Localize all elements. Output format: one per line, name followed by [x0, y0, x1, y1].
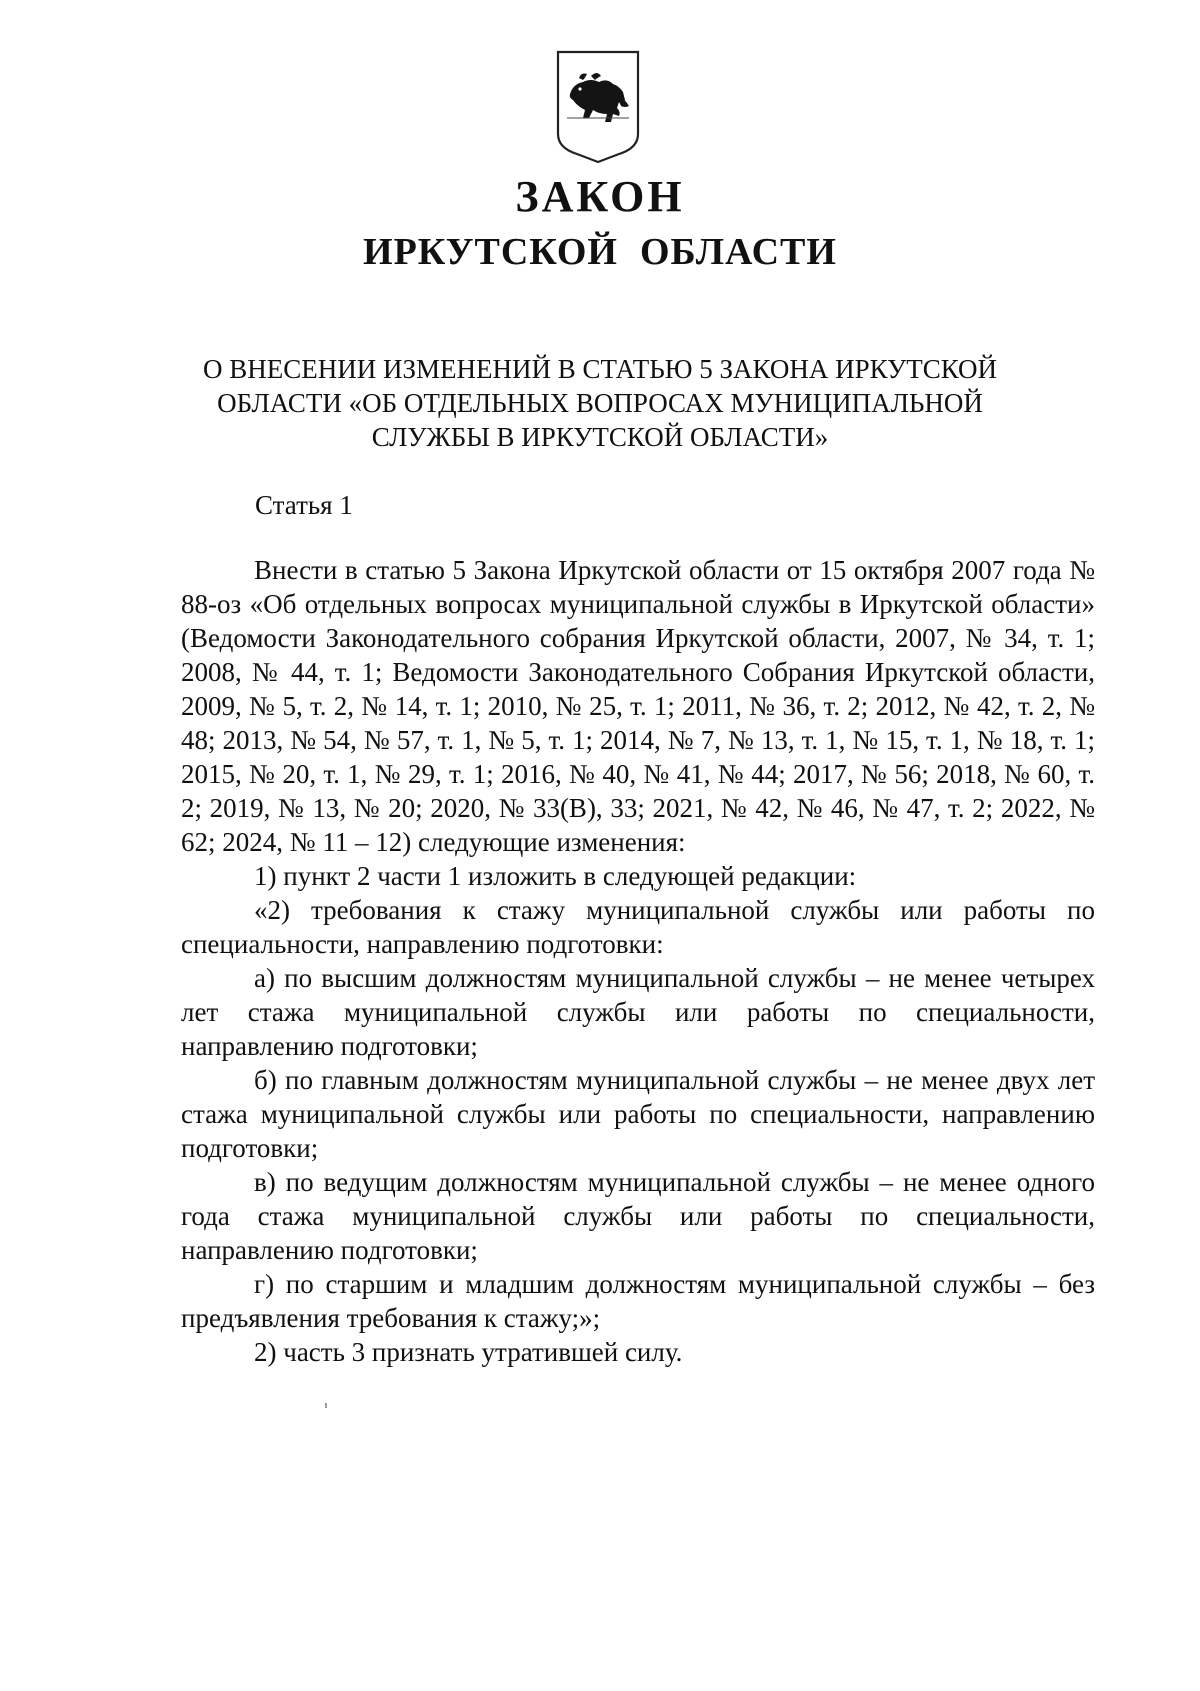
- document-heading: [150, 352, 1050, 454]
- article-paragraph-amendment-1: 1) пункт 2 части 1 изложить в следующей редакции:: [254, 861, 857, 891]
- scan-mark: [325, 1403, 327, 1408]
- law-title: ЗАКОН: [515, 172, 685, 221]
- article-paragraph-amendment-2: 2) часть 3 признать утратившей силу.: [254, 1337, 683, 1367]
- article-body: [181, 553, 1095, 1369]
- article-paragraph-intro: Внести в статью 5 Закона Иркутской области от 15 октября 2007 года № 88-оз «Об отдельных вопросах муниципальной службы в Иркутской области» (Ведомости Законодательного собрания Иркутской области, 2007, № 34, т. 1; 2008, № 44, т. 1; Ведомости Законодательного Собрания Иркутской области, 2009, № 5, т. 2, № 14, т. 1; 2010, № 25, т. 1; 2011, № 36, т. 2; 2012, № 42, т. 2, № 48; 2013, № 54, № 57, т. 1, № 5, т. 1; 2014, № 7, № 13, т. 1, № 15, т. 1, № 18, т. 1; 2015, № 20, т. 1, № 29, т. 1; 2016, № 40, № 41, № 44; 2017, № 56; 2018, № 60, т. 2; 2019, № 13, № 20; 2020, № 33(В), 33; 2021, № 42, № 46, № 47, т. 2; 2022, № 62; 2024, № 11 – 12) следующие изменения:: [181, 555, 1095, 857]
- article-paragraph-subitem-g: г) по старшим и младшим должностям муниципальной службы – без предъявления требования к стажу;»;: [181, 1269, 1095, 1333]
- article-paragraph-subitem-v: в) по ведущим должностям муниципальной службы – не менее одного года стажа муниципальной службы или работы по специальности, направлению подготовки;: [181, 1167, 1095, 1265]
- coat-of-arms-icon: [553, 48, 643, 164]
- article-paragraph-new-clause-2: «2) требования к стажу муниципальной службы или работы по специальности, направлению подготовки:: [181, 895, 1095, 959]
- law-subtitle-word-1: ИРКУТСКОЙ: [363, 231, 618, 273]
- document-heading-line-3: СЛУЖБЫ В ИРКУТСКОЙ ОБЛАСТИ»: [371, 422, 829, 452]
- babr-emblem-icon: [553, 48, 643, 164]
- article-paragraph-subitem-a: а) по высшим должностям муниципальной службы – не менее четырех лет стажа муниципальной службы или работы по специальности, направлению подготовки;: [181, 963, 1095, 1061]
- article-label: Статья 1: [255, 490, 353, 520]
- document-heading-line-1: О ВНЕСЕНИИ ИЗМЕНЕНИЙ В СТАТЬЮ 5 ЗАКОНА ИРКУТСКОЙ: [202, 354, 998, 384]
- document-heading-line-2: ОБЛАСТИ «ОБ ОТДЕЛЬНЫХ ВОПРОСАХ МУНИЦИПАЛЬНОЙ: [217, 388, 983, 418]
- law-subtitle-word-2: ОБЛАСТИ: [640, 231, 837, 273]
- article-paragraph-subitem-b: б) по главным должностям муниципальной службы – не менее двух лет стажа муниципальной службы или работы по специальности, направлению подготовки;: [181, 1065, 1095, 1163]
- law-subtitle: [0, 228, 1200, 276]
